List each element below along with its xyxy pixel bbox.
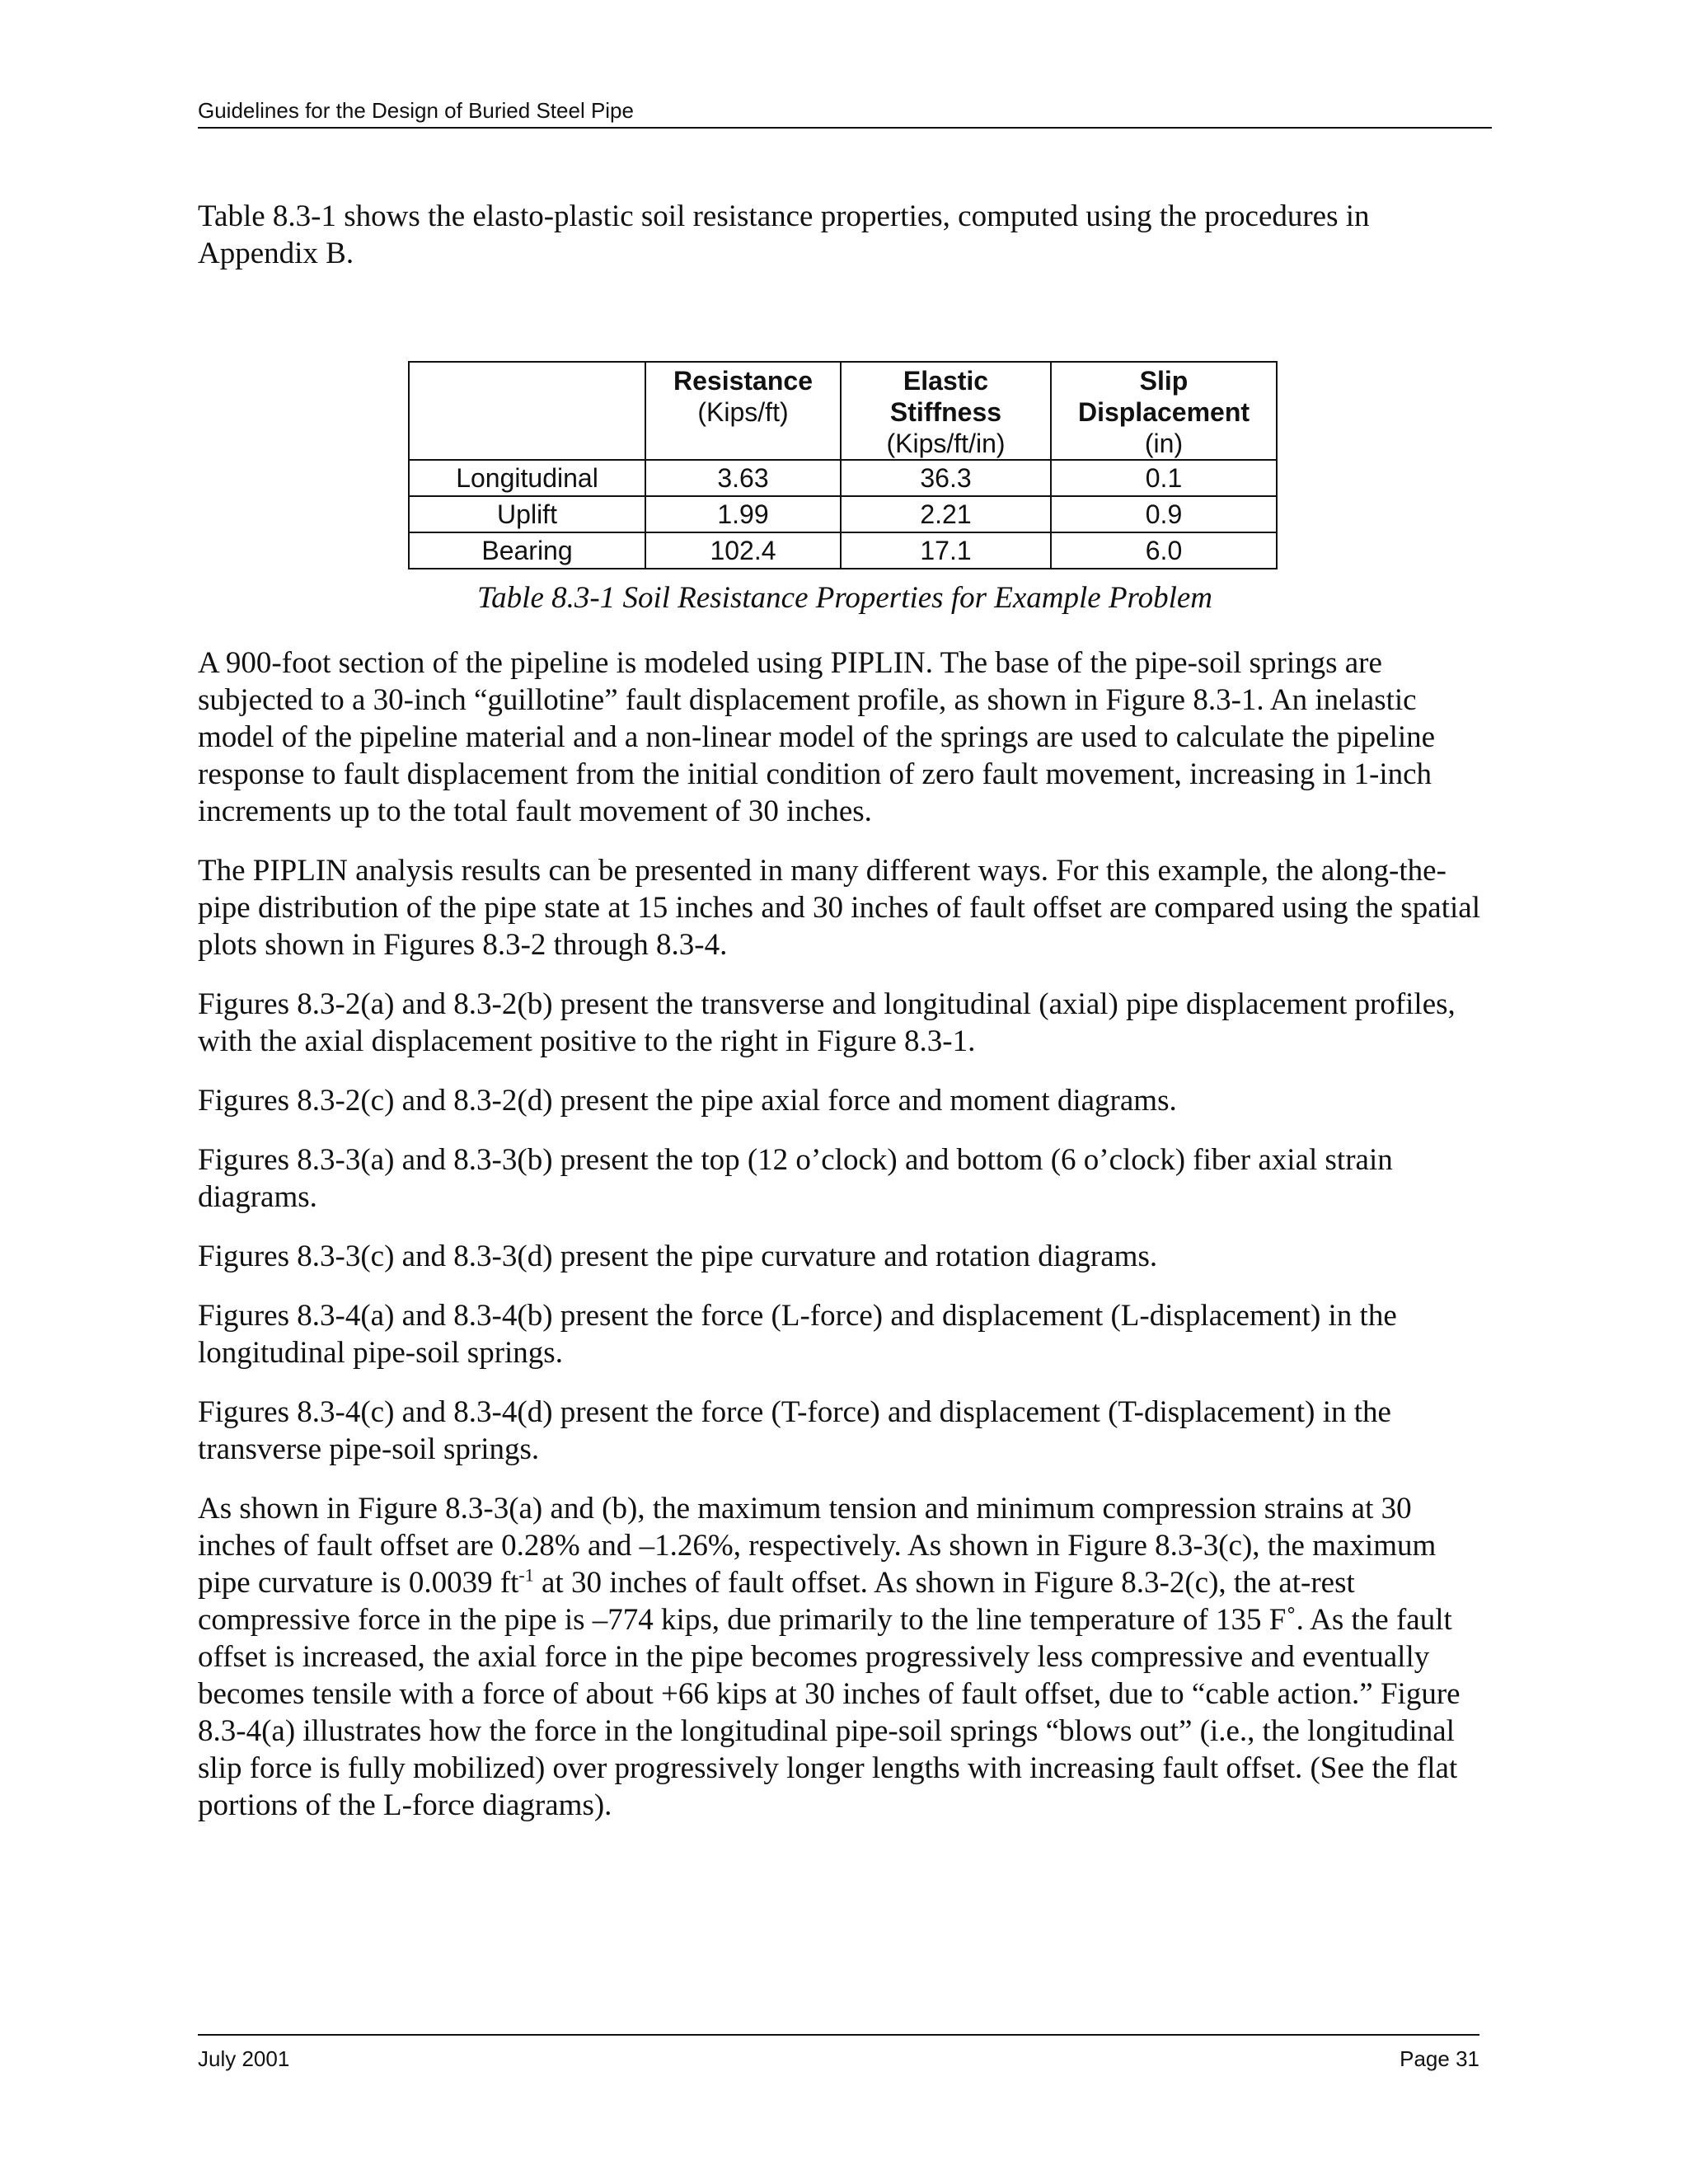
body-paragraph: Figures 8.3-3(a) and 8.3-3(b) present the top (12 o’clock) and bottom (6 o’clock) fiber axial strain diagrams.: [198, 1143, 1393, 1214]
table-header-cell: [841, 362, 1051, 460]
body-paragraph: The PIPLIN analysis results can be presented in many different ways. For this example, the along-the-pipe distribution of the pipe state at 15 inches and 30 inches of fault offset are compared using the spatial plots shown in Figures 8.3-2 through 8.3-4.: [198, 854, 1480, 962]
table-row: [409, 460, 1277, 496]
column-label: Elastic Stiffness: [889, 366, 1002, 427]
body-paragraph: Figures 8.3-3(c) and 8.3-3(d) present the pipe curvature and rotation diagrams.: [198, 1240, 1158, 1273]
results-paragraph: [198, 1490, 1492, 1824]
table-cell: 17.1: [841, 532, 1051, 569]
footer-date: July 2001: [198, 2046, 290, 2071]
table-row: [409, 532, 1277, 569]
column-unit: (Kips/ft): [697, 397, 789, 427]
table-header-cell: [409, 362, 645, 460]
table-header-row: [409, 362, 1277, 460]
soil-resistance-table: [408, 361, 1278, 569]
soil-resistance-table-container: [408, 361, 1276, 569]
body-paragraph: Figures 8.3-4(c) and 8.3-4(d) present the force (T-force) and displacement (T-displacement) in the transverse pipe-soil springs.: [198, 1395, 1391, 1466]
body-paragraph: Figures 8.3-4(a) and 8.3-4(b) present the force (L-force) and displacement (L-displacement) in the longitudinal pipe-soil springs.: [198, 1299, 1397, 1370]
page-number: Page 31: [1400, 2046, 1479, 2071]
running-header: Guidelines for the Design of Buried Steel Pipe: [198, 97, 1492, 129]
body-paragraph: Figures 8.3-2(a) and 8.3-2(b) present the transverse and longitudinal (axial) pipe displacement profiles, with the axial displacement positive to the right in Figure 8.3-1.: [198, 987, 1456, 1058]
table-cell: 0.9: [1051, 496, 1277, 532]
column-unit: (in): [1144, 429, 1184, 458]
table-cell: 3.63: [645, 460, 841, 496]
table-cell: 0.1: [1051, 460, 1277, 496]
intro-paragraph: Table 8.3-1 shows the elasto-plastic soil resistance properties, computed using the procedures in Appendix B.: [198, 199, 1370, 270]
results-text-part2: at 30 inches of fault offset. As shown in Figure 8.3-2(c), the at-rest compressive force in the pipe is –774 kips, due primarily to the line temperature of 135 F˚. As the fault offset is increased, the axial force in the pipe becomes progressively less compressive and eventually becomes tensile with a force of about +66 kips at 30 inches of fault offset, due to “cable action.” Figure 8.3-4(a) illustrates how the force in the longitudinal pipe-soil springs “blows out” (i.e., the longitudinal slip force is fully mobilized) over progressively longer lengths with increasing fault offset. (See the flat portions of the L-force diagrams).: [198, 1566, 1461, 1822]
column-label: Slip Displacement: [1077, 366, 1250, 427]
table-caption: Table 8.3-1 Soil Resistance Properties for Example Problem: [477, 581, 1212, 615]
column-unit: (Kips/ft/in): [886, 429, 1006, 458]
table-header-cell: [645, 362, 841, 460]
table-cell: 36.3: [841, 460, 1051, 496]
table-cell: 6.0: [1051, 532, 1277, 569]
table-cell: 2.21: [841, 496, 1051, 532]
column-label: Resistance: [673, 366, 813, 396]
table-cell: 1.99: [645, 496, 841, 532]
table-cell: 102.4: [645, 532, 841, 569]
page-footer: [198, 2034, 1479, 2072]
results-text-part1: As shown in Figure 8.3-3(a) and (b), the maximum tension and minimum compression strains at 30 inches of fault offset are 0.28% and –1.26%, respectively. As shown in Figure 8.3-3(c), the maximum pipe curvature is 0.0039 ft: [198, 1492, 1437, 1600]
table-cell: Longitudinal: [409, 460, 645, 496]
body-paragraph: A 900-foot section of the pipeline is modeled using PIPLIN. The base of the pipe-soil springs are subjected to a 30-inch “guillotine” fault displacement profile, as shown in Figure 8.3-1. An inelastic model of the pipeline material and a non-linear model of the springs are used to calculate the pipeline response to fault displacement from the initial condition of zero fault movement, increasing in 1-inch increments up to the total fault movement of 30 inches.: [198, 646, 1436, 828]
table-cell: Uplift: [409, 496, 645, 532]
table-row: [409, 496, 1277, 532]
body-paragraph: Figures 8.3-2(c) and 8.3-2(d) present the pipe axial force and moment diagrams.: [198, 1084, 1177, 1118]
page-body: [198, 198, 1492, 1846]
superscript-exponent: -1: [518, 1564, 534, 1586]
table-cell: Bearing: [409, 532, 645, 569]
table-header-cell: [1051, 362, 1277, 460]
